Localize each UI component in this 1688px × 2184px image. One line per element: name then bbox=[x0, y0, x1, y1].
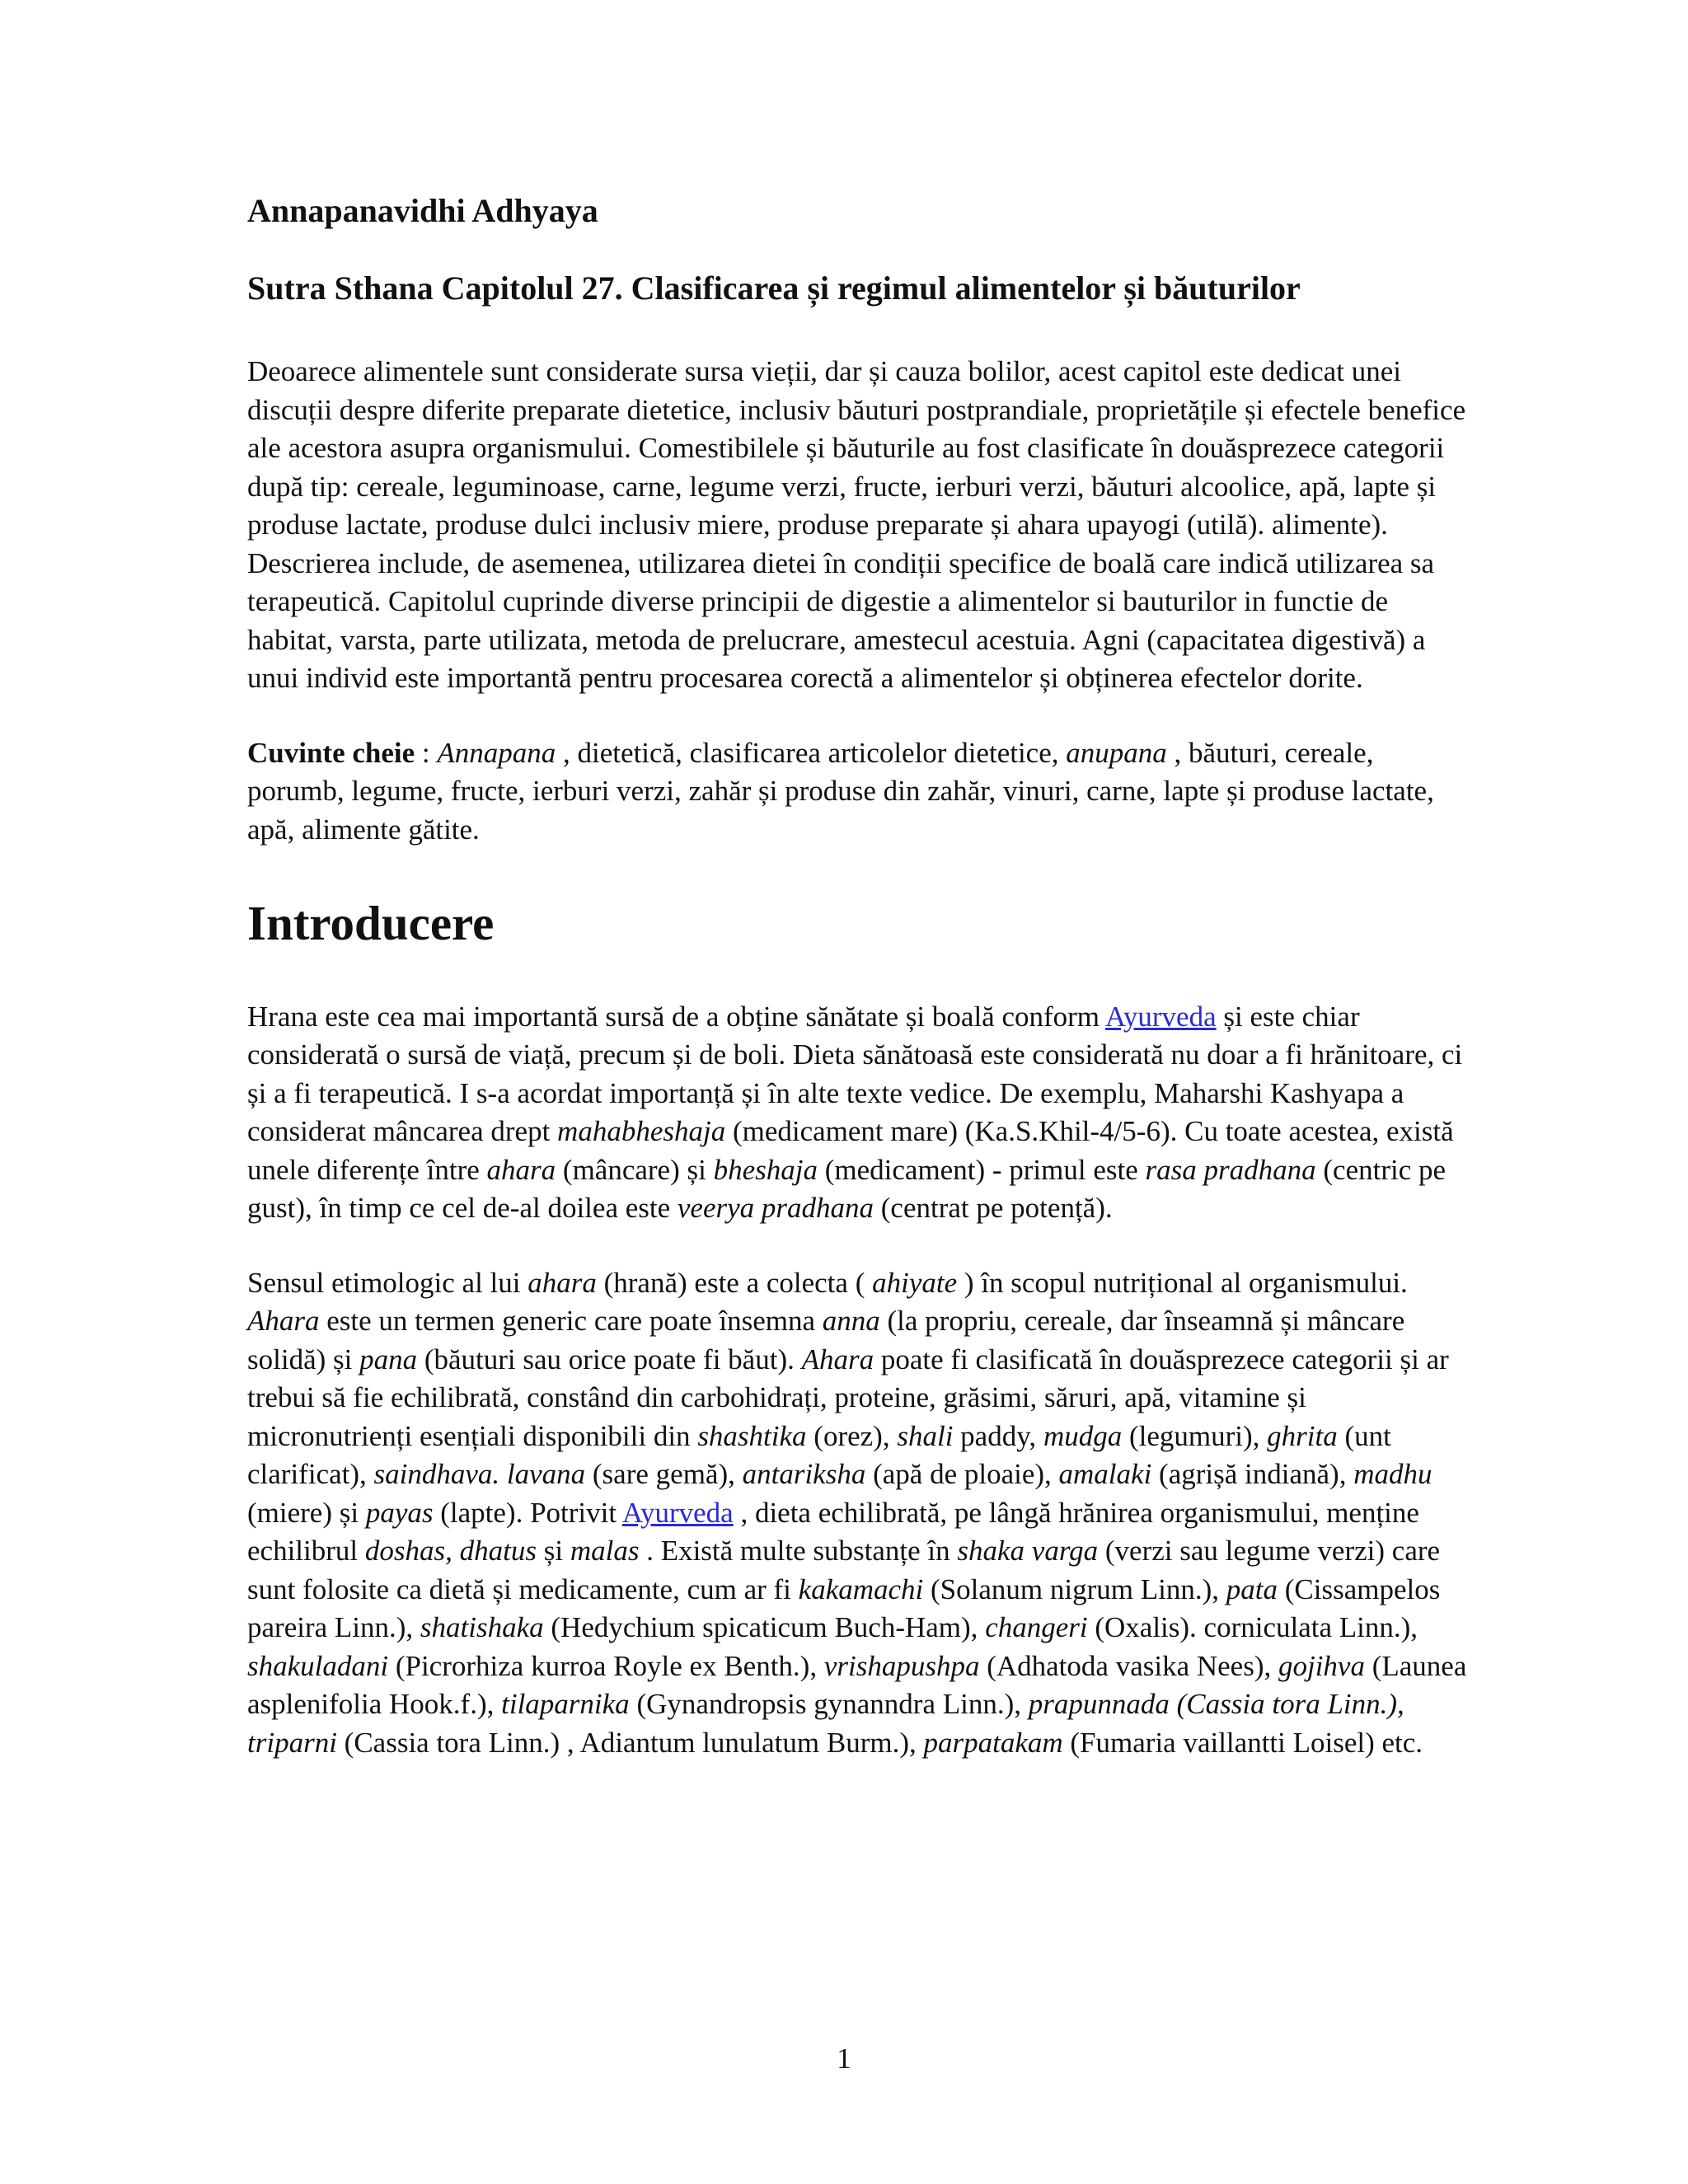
text-run: (băuturi sau orice poate fi băut). bbox=[417, 1343, 802, 1376]
text-run: (mâncare) și bbox=[556, 1153, 714, 1186]
italic-term: shakuladani bbox=[247, 1649, 389, 1682]
text-run: (Solanum nigrum Linn.), bbox=[923, 1572, 1226, 1605]
italic-term: shaka varga bbox=[957, 1535, 1099, 1568]
chapter-subtitle: Sutra Sthana Capitolul 27. Clasificarea și regimul alimentelor și băuturilor bbox=[247, 269, 1301, 307]
italic-term: gojihva bbox=[1278, 1649, 1365, 1682]
document-title: Annapanavidhi Adhyaya bbox=[247, 192, 598, 229]
text-run: (apă de ploaie), bbox=[865, 1458, 1059, 1491]
keyword-annapana: Annapana bbox=[437, 736, 556, 769]
italic-term: bheshaja bbox=[713, 1153, 818, 1186]
text-run: (Adhatoda vasika Nees), bbox=[979, 1649, 1278, 1682]
text-run: (Hedychium spicaticum Buch-Ham), bbox=[543, 1611, 986, 1644]
italic-term: Ahara bbox=[801, 1343, 874, 1376]
text-run: (lapte). Potrivit bbox=[433, 1496, 622, 1529]
keywords-text: , dietetică, clasificarea articolelor dietetice, bbox=[556, 736, 1067, 769]
italic-term: ahiyate bbox=[872, 1266, 958, 1299]
page-number: 1 bbox=[837, 2042, 851, 2074]
italic-term: shashtika bbox=[697, 1419, 807, 1452]
italic-term: pana bbox=[359, 1343, 418, 1376]
intro-paragraph-1 bbox=[247, 998, 1467, 1228]
italic-term: Ahara bbox=[247, 1305, 320, 1338]
italic-term: parpatakam bbox=[923, 1726, 1063, 1759]
italic-term: payas bbox=[365, 1496, 434, 1529]
text-run: (centrat pe potență). bbox=[874, 1192, 1113, 1225]
text-run: (sare gemă), bbox=[585, 1458, 743, 1491]
italic-term: anna bbox=[822, 1305, 880, 1338]
keywords-text: , băuturi, cereale, porumb, legume, fructe, ierburi verzi, zahăr și produse din zahăr, vinuri, carne, lapte și produse lactate, apă, alimente gătite. bbox=[247, 736, 1434, 846]
abstract-paragraph: Deoarece alimentele sunt considerate sursa vieții, dar și cauza bolilor, acest capitol este dedicat unei discuții despre diferite preparate dietetice, inclusiv băuturi postprandiale, proprietățile și efectele benefice ale acestora asupra organismului. Comestibilele și băuturile au fost clasificate în douăsprezece categorii după tip: cereale, leguminoase, carne, legume verzi, fructe, ierburi verzi, băuturi alcoolice, apă, lapte și produse lactate, produse dulci inclusiv miere, produse preparate și ahara upayogi (utilă). alimente). Descrierea include, de asemenea, utilizarea dietei în condiții specifice de boală care indică utilizarea sa terapeutică. Capitolul cuprinde diverse principii de digestie a alimentelor si bauturilor in functie de habitat, varsta, parte utilizata, metoda de prelucrare, amestecul acestuia. Agni (capacitatea digestivă) a unui individ este importantă pentru procesarea corectă a alimentelor și obținerea efectelor dorite. bbox=[247, 355, 1466, 694]
italic-term: changeri bbox=[985, 1611, 1088, 1644]
text-run: ) în scopul nutrițional al organismului. bbox=[957, 1266, 1408, 1299]
italic-term: rasa pradhana bbox=[1145, 1153, 1316, 1186]
intro-paragraph-2 bbox=[247, 1264, 1467, 1763]
page-content bbox=[247, 191, 1467, 1762]
italic-term: ghrita bbox=[1267, 1419, 1338, 1452]
text-run: (Picrorhiza kurroa Royle ex Benth.), bbox=[388, 1649, 824, 1682]
italic-term: mahabheshaja bbox=[557, 1115, 726, 1148]
italic-term: mudga bbox=[1043, 1419, 1123, 1452]
italic-term: doshas, dhatus bbox=[364, 1535, 537, 1568]
italic-term: tilaparnika bbox=[501, 1688, 630, 1721]
text-run: paddy, bbox=[953, 1419, 1043, 1452]
italic-term: veerya pradhana bbox=[677, 1192, 874, 1225]
italic-term: shali bbox=[897, 1419, 954, 1452]
text-run: (Gynandropsis gynanndra Linn.), bbox=[629, 1688, 1029, 1721]
italic-term: madhu bbox=[1353, 1458, 1432, 1491]
keywords-paragraph bbox=[247, 734, 1467, 850]
text-run: (orez), bbox=[806, 1419, 898, 1452]
italic-term: malas bbox=[570, 1535, 640, 1568]
italic-term: amalaki bbox=[1058, 1458, 1152, 1491]
text-run: Sensul etimologic al lui bbox=[247, 1266, 528, 1299]
text-run: (agrișă indiană), bbox=[1151, 1458, 1354, 1491]
text-run: (unt clarificat), bbox=[247, 1419, 1391, 1491]
text-run: și bbox=[536, 1535, 570, 1568]
italic-term: saindhava. lavana bbox=[373, 1458, 586, 1491]
italic-term: prapunnada (Cassia tora Linn.), triparni bbox=[247, 1688, 1404, 1759]
text-run: (Cassia tora Linn.) , Adiantum lunulatum Burm.), bbox=[336, 1726, 924, 1759]
text-run: (centric pe gust), în timp ce cel de-al doilea este bbox=[247, 1153, 1447, 1225]
section-heading-introducere: Introducere bbox=[247, 896, 495, 950]
text-run: (miere) și bbox=[247, 1496, 366, 1529]
text-run: (legumuri), bbox=[1122, 1419, 1268, 1452]
text-run: , dieta echilibrată, pe lângă hrănirea organismului, menține echilibrul bbox=[247, 1496, 1419, 1568]
italic-term: ahara bbox=[528, 1266, 597, 1299]
italic-term: vrishapushpa bbox=[823, 1649, 980, 1682]
keywords-label: Cuvinte cheie bbox=[247, 736, 415, 769]
text-run: (Fumaria vaillantti Loisel) etc. bbox=[1062, 1726, 1423, 1759]
text-run: (hrană) este a colecta ( bbox=[596, 1266, 873, 1299]
keywords-text: : bbox=[415, 736, 438, 769]
italic-term: pata bbox=[1226, 1572, 1278, 1605]
text-run: (Cissampelos pareira Linn.), bbox=[247, 1572, 1441, 1644]
text-run: . Există multe substanțe în bbox=[639, 1535, 958, 1568]
text-run: Hrana este cea mai importantă sursă de a obține sănătate și boală conform bbox=[247, 1000, 1105, 1033]
text-run: (medicament mare) (Ka.S.Khil-4/5-6). Cu toate acestea, există unele diferențe între bbox=[247, 1115, 1454, 1186]
text-run: (medicament) - primul este bbox=[818, 1153, 1146, 1186]
italic-term: shatishaka bbox=[420, 1611, 544, 1644]
text-run: poate fi clasificată în douăsprezece categorii și ar trebui să fie echilibrată, constând din carbohidrați, proteine, grăsimi, săruri, apă, vitamine și micronutrienți esențiali disponibili din bbox=[247, 1343, 1449, 1452]
text-run: este un termen generic care poate însemna bbox=[319, 1305, 823, 1338]
italic-term: kakamachi bbox=[798, 1572, 924, 1605]
italic-term: antariksha bbox=[742, 1458, 866, 1491]
keyword-anupana: anupana bbox=[1066, 736, 1167, 769]
text-run: și este chiar considerată o sursă de viață, precum și de boli. Dieta sănătoasă este considerată nu doar a fi hrănitoare, ci și a fi terapeutică. I s-a acordat importanță și în alte texte vedice. De exemplu, Maharshi Kashyapa a considerat mâncarea drept bbox=[247, 1000, 1463, 1148]
italic-term: ahara bbox=[486, 1153, 556, 1186]
ayurveda-link[interactable]: Ayurveda bbox=[621, 1496, 734, 1529]
text-run: (Launea asplenifolia Hook.f.), bbox=[247, 1649, 1467, 1721]
text-run: (la propriu, cereale, dar înseamnă și mâncare solidă) și bbox=[247, 1305, 1405, 1376]
text-run: (verzi sau legume verzi) care sunt folosite ca dietă și medicamente, cum ar fi bbox=[247, 1535, 1441, 1605]
text-run: (Oxalis). corniculata Linn.), bbox=[1087, 1611, 1418, 1644]
ayurveda-link[interactable]: Ayurveda bbox=[1104, 1000, 1217, 1033]
